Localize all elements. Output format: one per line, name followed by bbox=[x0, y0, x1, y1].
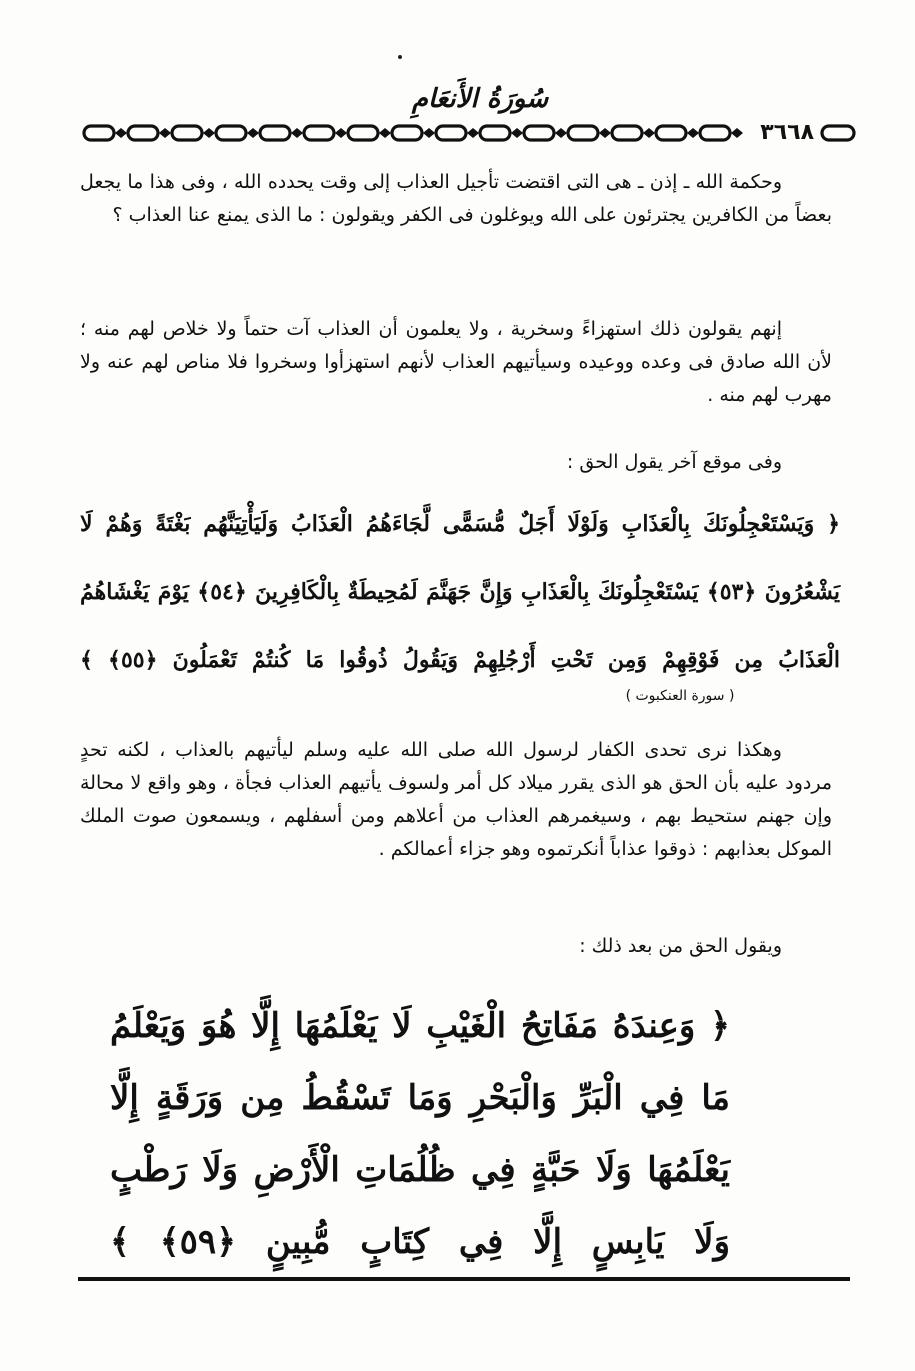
chain-ornament bbox=[80, 120, 860, 146]
paragraph-5: ويقول الحق من بعد ذلك : bbox=[579, 935, 782, 957]
page-number: ٣٦٦٨ bbox=[754, 120, 820, 146]
verse-source: ( سورة العنكبوت ) bbox=[625, 688, 735, 704]
quran-verse-ankabut: ﴿ وَيَسْتَعْجِلُونَكَ بِالْعَذَابِ وَلَوْلَا أَجَلٌ مُّسَمًّى لَّجَاءَهُمُ الْعَذَابُ وَلَيَأْتِيَنَّهُم بَغْتَةً وَهُمْ لَا يَشْعُرُونَ ﴿٥٣﴾ يَسْتَعْجِلُونَكَ بِالْعَذَابِ وَإِنَّ جَهَنَّمَ لَمُحِيطَةٌ بِالْكَافِرِينَ ﴿٥٤﴾ يَوْمَ يَغْشَاهُمُ الْعَذَابُ مِن فَوْقِهِمْ وَمِن تَحْتِ أَرْجُلِهِمْ وَيَقُولُ ذُوقُوا مَا كُنتُمْ تَعْمَلُونَ ﴿٥٥﴾ ﴾ bbox=[80, 511, 840, 673]
quran-verse-anam-59: ﴿ وَعِندَهُ مَفَاتِحُ الْغَيْبِ لَا يَعْلَمُهَا إِلَّا هُوَ وَيَعْلَمُ مَا فِي الْبَرِّ وَالْبَحْرِ وَمَا تَسْقُطُ مِن وَرَقَةٍ إِلَّا يَعْلَمُهَا وَلَا حَبَّةٍ فِي ظُلُمَاتِ الْأَرْضِ وَلَا رَطْبٍ وَلَا يَابِسٍ إِلَّا فِي كِتَابٍ مُّبِينٍ ﴿٥٩﴾ ﴾ bbox=[110, 1006, 730, 1262]
page-mark bbox=[398, 55, 402, 59]
paragraph-2: إنهم يقولون ذلك استهزاءً وسخرية ، ولا يعلمون أن العذاب آت حتماً ولا خلاص لهم منه ؛ لأن الله صادق فى وعده ووعيده وسيأتيهم العذاب لأنهم استهزأوا وسخروا فلا مناص لهم عنه ولا مهرب لهم منه . bbox=[80, 318, 832, 406]
paragraph-3: وفى موقع آخر يقول الحق : bbox=[566, 451, 782, 473]
bottom-rule bbox=[78, 1277, 850, 1281]
paragraph-1: وحكمة الله ـ إذن ـ هى التى اقتضت تأجيل العذاب إلى وقت يحدده الله ، وفى هذا ما يجعل بعضاً من الكافرين يجترئون على الله ويوغلون فى الكفر ويقولون : ما الذى يمنع عنا العذاب ؟ bbox=[80, 171, 832, 226]
paragraph-4: وهكذا نرى تحدى الكفار لرسول الله صلى الله عليه وسلم ليأتيهم بالعذاب ، لكنه تحدٍ مردود عليه بأن الحق هو الذى يقرر ميلاد كل أمر ولسوف يأتيهم العذاب فجأة ، وهو واقع لا محالة وإن جهنم ستحيط بهم ، وسيغمرهم العذاب من أعلاهم ومن أسفلهم ، ويسمعون صوت الملك الموكل بعذابهم : ذوقوا عذاباً أنكرتموه وهو جزاء أعمالكم . bbox=[80, 739, 832, 860]
surah-title: سُورَةُ الأَنعَامِ bbox=[411, 84, 549, 114]
header-ornament-band bbox=[80, 120, 860, 146]
